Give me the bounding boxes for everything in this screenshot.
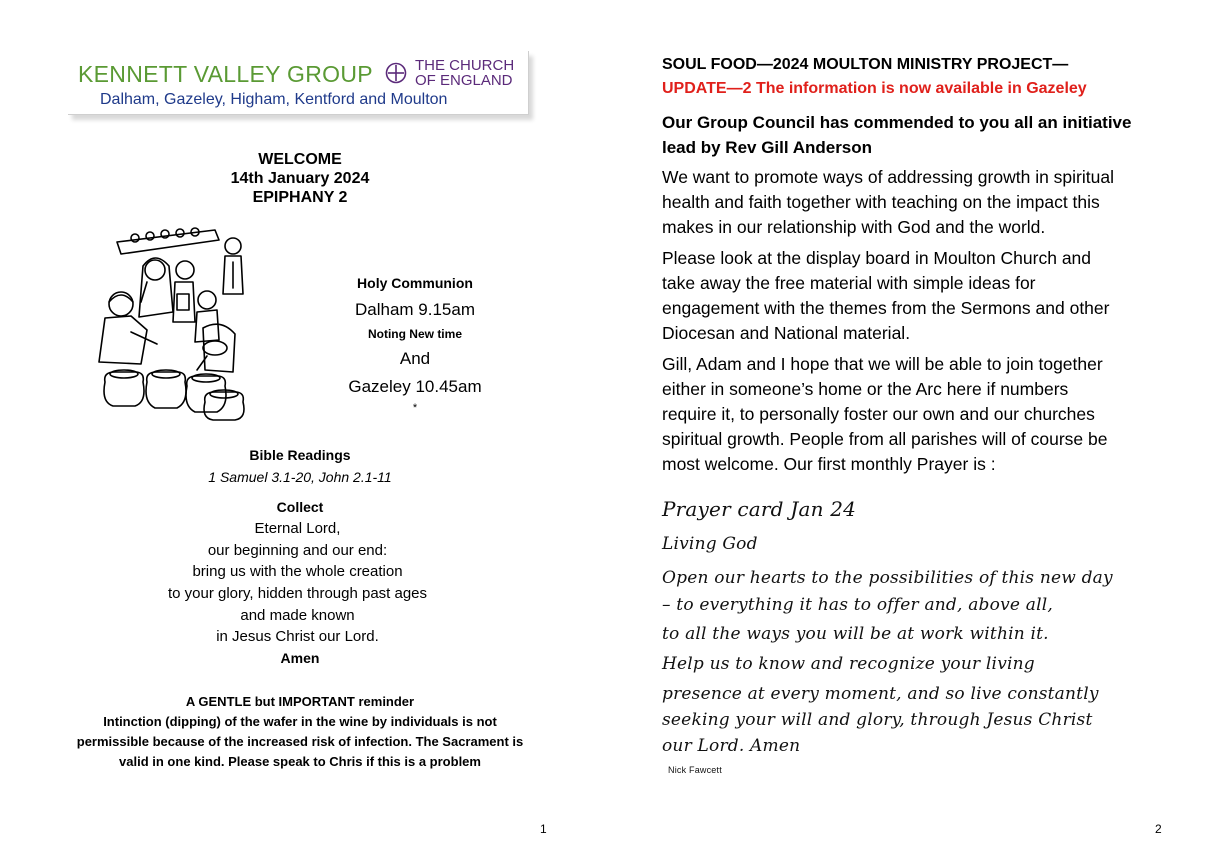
logo-group-name: KENNETT VALLEY GROUP [78,61,373,87]
service-and: And [399,349,431,368]
logo-coe-line1: THE CHURCH [415,57,515,74]
update-notice: UPDATE—2 The information is now available in Gazeley [662,80,1087,97]
collect-title: Collect [276,499,324,515]
para1-line: We want to promote ways of addressing growth in spiritual [662,167,1114,187]
collect-line: our beginning and our end: [207,542,388,559]
service-dalham: Dalham 9.15am [354,300,475,319]
logo-coe-line2: OF ENGLAND [415,72,513,89]
prayer-title: Prayer card Jan 24 [662,497,857,521]
collect-line: to your glory, hidden through past ages [167,585,428,602]
para3-line: most welcome. Our first monthly Prayer is : [662,454,996,474]
collect-line: and made known [240,607,355,624]
collect-line: Eternal Lord, [254,520,341,537]
service-note: Noting New time [367,327,462,341]
service-star: * [412,402,418,414]
reminder-line: Intinction (dipping) of the wafer in the wine by individuals is not [103,714,497,729]
para3-line: either in someone’s home or the Arc here if numbers [662,379,1069,399]
service-gazeley: Gazeley 10.45am [348,377,482,396]
prayer-line: to all the ways you will be at work within it. [662,624,1049,644]
page-number-right: 2 [1155,822,1162,836]
para2-line: Please look at the display board in Moulton Church and [662,248,1092,268]
welcome-epiphany: EPIPHANY 2 [252,189,348,206]
logo-parishes: Dalham, Gazeley, Higham, Kentford and Moulton [100,91,448,108]
service-title: Holy Communion [357,275,473,291]
page-number-left: 1 [540,822,547,836]
para1-line: health and faith together with teaching on the impact this [662,192,1100,212]
reminder-line: permissible because of the increased risk of infection. The Sacrament is [76,734,524,749]
para3-line: require it, to personally foster our own and our churches [662,404,1095,424]
prayer-address: Living God [662,534,758,554]
collect-amen: Amen [280,650,320,666]
collect-line: in Jesus Christ our Lord. [216,628,379,645]
prayer-line: presence at every moment, and so live constantly [662,684,1099,704]
para1-line: makes in our relationship with God and the world. [662,217,1046,237]
prayer-line: – to everything it has to offer and, above all, [662,595,1053,615]
prayer-line: Open our hearts to the possibilities of this new day [662,568,1113,588]
reminder-line: valid in one kind. Please speak to Chris if this is a problem [119,754,481,769]
intro-line: Our Group Council has commended to you all an initiative [662,113,1132,132]
logo-church-of-england [415,58,514,88]
para2-line: take away the free material with simple ideas for [662,273,1036,293]
intro-line: lead by Rev Gill Anderson [662,138,873,157]
reminder-title: A GENTLE but IMPORTANT reminder [185,694,415,709]
para3-line: spiritual growth. People from all parishes will of course be [662,429,1108,449]
welcome-heading: WELCOME [258,151,342,168]
para2-line: engagement with the themes from the Sermons and other [662,298,1110,318]
welcome-date: 14th January 2024 [230,170,370,187]
para2-line: Diocesan and National material. [662,323,911,343]
prayer-author: Nick Fawcett [668,765,722,775]
church-of-england-cross-icon [385,62,407,84]
collect-line: bring us with the whole creation [192,563,403,580]
prayer-line: Help us to know and recognize your living [662,654,1035,674]
readings-text: 1 Samuel 3.1-20, John 2.1-11 [208,469,392,485]
prayer-line: seeking your will and glory, through Jesus Christ [662,710,1093,730]
wedding-at-cana-illustration [95,222,255,422]
readings-title: Bible Readings [249,447,351,463]
soul-food-heading: SOUL FOOD—2024 MOULTON MINISTRY PROJECT— [662,56,1069,73]
prayer-line: our Lord. Amen [662,736,801,756]
para3-line: Gill, Adam and I hope that we will be able to join together [662,354,1103,374]
